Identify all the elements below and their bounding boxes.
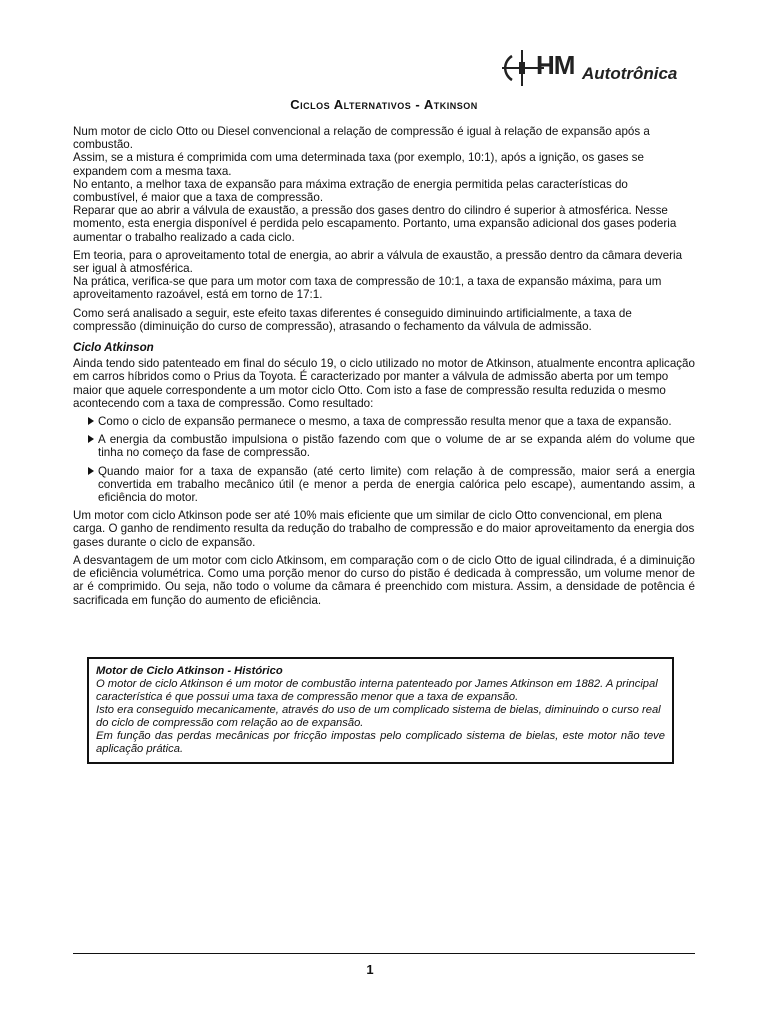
arrow-bullet-icon <box>88 435 94 443</box>
arrow-bullet-icon <box>88 467 94 475</box>
paragraph: Num motor de ciclo Otto ou Diesel convencional a relação de compressão é igual à relação de expansão após a combustão. <box>73 125 650 152</box>
page-title: Ciclos Alternativos - Atkinson <box>290 97 478 112</box>
paragraph: Ainda tendo sido patenteado em final do século 19, o ciclo utilizado no motor de Atkinson, atualmente encontra aplicação em carros híbridos como o Prius da Toyota. É caracterizado por manter a válvula de admissão aberta por um tempo maior que aquele correspondente a um motor ciclo Otto. Com isto a fase de compressão resulta reduzida o mesmo acontecendo com a taxa de compressão. Como resultado: <box>73 357 695 410</box>
paragraph: Na prática, verifica-se que para um motor com taxa de compressão de 10:1, a taxa de expansão máxima, para um aproveitamento razoável, está em torno de 17:1. <box>73 275 662 302</box>
section-heading: Ciclo Atkinson <box>73 341 154 355</box>
paragraph: Um motor com ciclo Atkinson pode ser até 10% mais eficiente que um similar de ciclo Otto convencional, em plena carga. O ganho de rendimento resulta da redução do trabalho de compressão e do maior aproveitamento da energia dos gases durante o ciclo de expansão. <box>73 509 695 549</box>
paragraph: No entanto, a melhor taxa de expansão para máxima extração de energia permitida pelas características do combustível, é maior que a taxa de compressão. <box>73 177 628 205</box>
page-number: 1 <box>366 962 374 977</box>
history-box <box>87 657 674 764</box>
paragraph: Assim, se a mistura é comprimida com uma determinada taxa (por exemplo, 10:1), após a ignição, os gases se expandem com a mesma taxa. <box>73 151 644 178</box>
logo-name-text: Autotrônica <box>582 64 678 83</box>
box-text: Isto era conseguido mecanicamente, através do uso de um complicado sistema de bielas, diminuindo o curso real do ciclo de compressão com relação ao de expansão. <box>96 704 661 729</box>
list-item: Quando maior for a taxa de expansão (até certo limite) com relação à de compressão, maior será a energia convertida em trabalho mecânico útil (e menor a perda de energia calórica pelo escape), aumentando assim, a eficiência do motor. <box>73 465 695 505</box>
box-text: O motor de ciclo Atkinson é um motor de combustão interna patenteado por James Atkinson em 1882. A principal característica é que possui uma taxa de compressão menor que a taxa de expansão. <box>96 678 658 703</box>
paragraph: Reparar que ao abrir a válvula de exaustão, a pressão dos gases dentro do cilindro é superior à atmosférica. Nesse momento, esta energia disponível é perdida pelo escapamento. Portanto, uma expansão adicional dos gases poderia aumentar o trabalho realizado a cada ciclo. <box>73 204 677 244</box>
intro-section <box>73 125 695 333</box>
arrow-bullet-icon <box>88 417 94 425</box>
paragraph: Como será analisado a seguir, este efeito taxas diferentes é conseguido diminuindo artificialmente, a taxa de compressão (diminuição do curso de compressão), atrasando o fechamento da válvula de admissão. <box>73 306 632 333</box>
bullet-list <box>73 415 695 504</box>
footer-divider <box>73 953 695 954</box>
logo-brand-text: HM <box>536 50 575 80</box>
paragraph: Em teoria, para o aproveitamento total de energia, ao abrir a válvula de exaustão, a pressão dentro da câmara deveria ser igual à atmosférica. <box>73 248 683 276</box>
paragraph: A desvantagem de um motor com ciclo Atkinsom, em comparação com o de ciclo Otto de igual cilindrada, é a diminuição de eficiência volumétrica. Como uma porção menor do curso do pistão é dedicada à compressão, um volume menor de ar é comprimido. Ou seja, não todo o volume da câmara é preenchido com mistura. Assim, a densidade de potência é sacrificada em função do aumento de eficiência. <box>73 553 695 607</box>
box-text: Em função das perdas mecânicas por fricção impostas pelo complicado sistema de bielas, este motor não teve aplicação prática. <box>96 730 665 755</box>
brand-logo <box>500 48 700 94</box>
list-item: A energia da combustão impulsiona o pistão fazendo com que o volume de ar se expanda além do volume que tinha no começo da fase de compressão. <box>73 433 695 459</box>
box-title: Motor de Ciclo Atkinson - Histórico <box>96 665 283 677</box>
list-item: Como o ciclo de expansão permanece o mesmo, a taxa de compressão resulta menor que a taxa de expansão. <box>73 415 695 428</box>
article-body <box>73 125 695 612</box>
